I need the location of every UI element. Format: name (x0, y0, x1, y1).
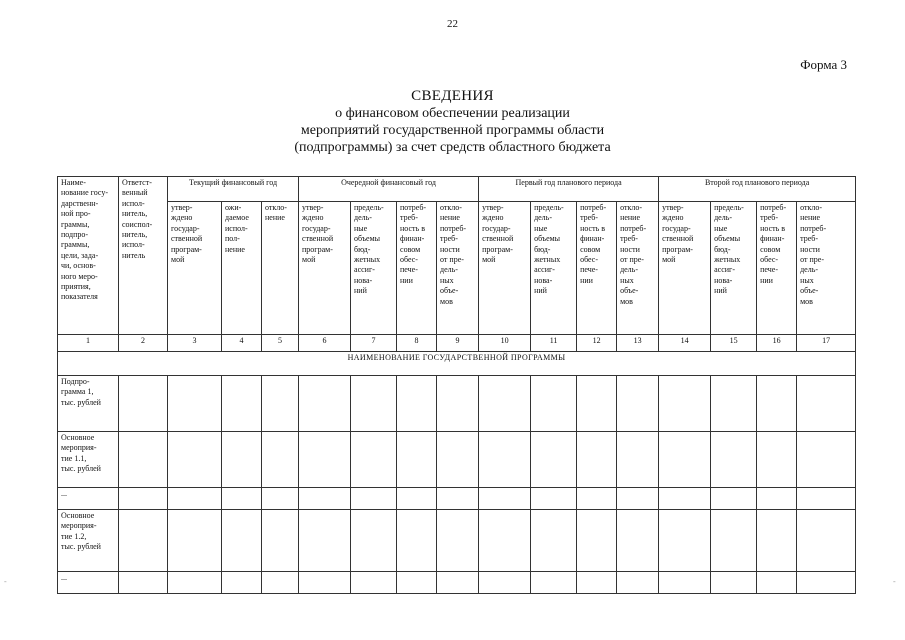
row-label: ... (58, 488, 119, 510)
table-cell (479, 376, 531, 432)
row-label: ... (58, 572, 119, 594)
subheader-cell: потреб- треб- ность в финан- совом обес- пече- нии (577, 202, 617, 335)
table-cell (262, 376, 299, 432)
table-cell (299, 510, 351, 572)
table-cell (168, 376, 222, 432)
column-number: 1 (58, 335, 119, 352)
subheader-cell: откло- нение потреб- треб- ности от пре- дель- ных объе- мов (797, 202, 856, 335)
header-col-executor: Ответст- венный испол- нитель, соиспол- нитель, испол- нитель (119, 177, 168, 335)
header-group: Текущий финансовый год (168, 177, 299, 202)
table-cell (351, 510, 397, 572)
page-number: 22 (447, 18, 458, 30)
table-cell (617, 488, 659, 510)
table-cell (299, 572, 351, 594)
table-cell (262, 572, 299, 594)
table-cell (437, 376, 479, 432)
table-cell (577, 510, 617, 572)
row-label: Основное мероприя- тие 1.1, тыс. рублей (58, 432, 119, 488)
form-label: Форма 3 (800, 57, 847, 72)
financing-table (57, 176, 856, 594)
table-cell (222, 432, 262, 488)
subheader-cell: утвер- ждено государ- ственной програм- мой (168, 202, 222, 335)
title-line: мероприятий государственной программы области (300, 123, 605, 138)
table-cell (397, 572, 437, 594)
table-cell (757, 572, 797, 594)
column-number: 15 (711, 335, 757, 352)
header-col-name: Наиме- нование госу- дарственн- ной про- граммы, подпро- граммы, цели, зада- чи, основ- ного меро- приятия, показателя (58, 177, 119, 335)
table-cell (659, 572, 711, 594)
table-cell (757, 432, 797, 488)
table-cell (437, 488, 479, 510)
table-cell (797, 572, 856, 594)
header-group: Второй год планового периода (659, 177, 856, 202)
table-cell (222, 376, 262, 432)
title-line: о финансовом обеспечении реализации (335, 106, 570, 121)
table-cell (437, 432, 479, 488)
subheader-cell: предель- дель- ные объемы бюд- жетных ассиг- нова- ний (351, 202, 397, 335)
table-cell (479, 572, 531, 594)
table-cell (262, 488, 299, 510)
table-cell (577, 488, 617, 510)
table-cell (617, 510, 659, 572)
table-cell (119, 376, 168, 432)
subheader-cell: предель- дель- ные объемы бюд- жетных ассиг- нова- ний (531, 202, 577, 335)
table-cell (577, 432, 617, 488)
table-cell (711, 488, 757, 510)
subheader-cell: предель- дель- ные объемы бюд- жетных ассиг- нова- ний (711, 202, 757, 335)
table-cell (168, 488, 222, 510)
table-row (58, 510, 856, 572)
table-cell (577, 376, 617, 432)
header-group: Первый год планового периода (479, 177, 659, 202)
column-number: 12 (577, 335, 617, 352)
table-cell (659, 376, 711, 432)
column-number: 4 (222, 335, 262, 352)
column-number: 3 (168, 335, 222, 352)
table-cell (711, 510, 757, 572)
table-cell (119, 510, 168, 572)
section-title: НАИМЕНОВАНИЕ ГОСУДАРСТВЕННОЙ ПРОГРАММЫ (58, 352, 856, 376)
subheader-cell: откло- нение потреб- треб- ности от пре- дель- ных объе- мов (437, 202, 479, 335)
table-cell (299, 488, 351, 510)
table-cell (711, 376, 757, 432)
document-title (0, 88, 905, 156)
table-cell (351, 572, 397, 594)
table-cell (757, 488, 797, 510)
subheader-cell: откло- нение потреб- треб- ности от пре- дель- ных объе- мов (617, 202, 659, 335)
column-number: 16 (757, 335, 797, 352)
table-row (58, 488, 856, 510)
table-cell (659, 510, 711, 572)
table-cell (222, 488, 262, 510)
column-number: 7 (351, 335, 397, 352)
table-cell (531, 376, 577, 432)
subheader-cell: ожи- даемое испол- пол- нение (222, 202, 262, 335)
table-cell (222, 510, 262, 572)
table-cell (262, 432, 299, 488)
title-main: СВЕДЕНИЯ (411, 88, 494, 104)
table-cell (479, 488, 531, 510)
table-cell (397, 510, 437, 572)
table-cell (757, 510, 797, 572)
table-cell (659, 488, 711, 510)
table-cell (168, 432, 222, 488)
table-cell (617, 432, 659, 488)
column-number: 17 (797, 335, 856, 352)
table-row (58, 376, 856, 432)
table-cell (711, 432, 757, 488)
table-cell (531, 572, 577, 594)
table-cell (797, 376, 856, 432)
table-cell (437, 510, 479, 572)
table-cell (351, 376, 397, 432)
header-group: Очередной финансовый год (299, 177, 479, 202)
subheader-cell: утвер- ждено государ- ственной програм- мой (659, 202, 711, 335)
column-number: 8 (397, 335, 437, 352)
table-cell (351, 432, 397, 488)
table-cell (797, 488, 856, 510)
column-number: 9 (437, 335, 479, 352)
table-cell (397, 488, 437, 510)
table-cell (479, 432, 531, 488)
row-label: Основное мероприя- тие 1.2, тыс. рублей (58, 510, 119, 572)
subheader-cell: утвер- ждено государ- ственной програм- мой (299, 202, 351, 335)
table-cell (531, 432, 577, 488)
table-cell (531, 488, 577, 510)
table-cell (168, 510, 222, 572)
table-cell (222, 572, 262, 594)
column-number: 10 (479, 335, 531, 352)
table-cell (617, 376, 659, 432)
table-cell (351, 488, 397, 510)
table-cell (797, 510, 856, 572)
table-cell (531, 510, 577, 572)
table-cell (119, 432, 168, 488)
table-cell (617, 572, 659, 594)
table-row (58, 572, 856, 594)
title-line: (подпрограммы) за счет средств областного бюджета (294, 140, 611, 155)
subheader-cell: потреб- треб- ность в финан- совом обес- пече- нии (397, 202, 437, 335)
row-label: Подпро- грамма 1, тыс. рублей (58, 376, 119, 432)
table-cell (577, 572, 617, 594)
table-cell (119, 488, 168, 510)
column-number: 11 (531, 335, 577, 352)
subheader-cell: откло- нение (262, 202, 299, 335)
table-cell (659, 432, 711, 488)
subheader-cell: потреб- треб- ность в финан- совом обес- пече- нии (757, 202, 797, 335)
table-cell (168, 572, 222, 594)
subheader-row (58, 202, 856, 335)
table-cell (757, 376, 797, 432)
table-cell (299, 376, 351, 432)
scan-edge-mark: - (4, 577, 7, 586)
table-cell (299, 432, 351, 488)
column-number: 14 (659, 335, 711, 352)
column-number: 6 (299, 335, 351, 352)
column-number: 5 (262, 335, 299, 352)
table-cell (711, 572, 757, 594)
column-number: 13 (617, 335, 659, 352)
table-cell (397, 376, 437, 432)
table-cell (479, 510, 531, 572)
table-row (58, 432, 856, 488)
table-cell (119, 572, 168, 594)
column-number-row (58, 335, 856, 352)
table-cell (262, 510, 299, 572)
table-cell (437, 572, 479, 594)
table-cell (397, 432, 437, 488)
scan-edge-mark: - (893, 577, 896, 586)
column-number: 2 (119, 335, 168, 352)
table-cell (797, 432, 856, 488)
subheader-cell: утвер- ждено государ- ственной програм- мой (479, 202, 531, 335)
